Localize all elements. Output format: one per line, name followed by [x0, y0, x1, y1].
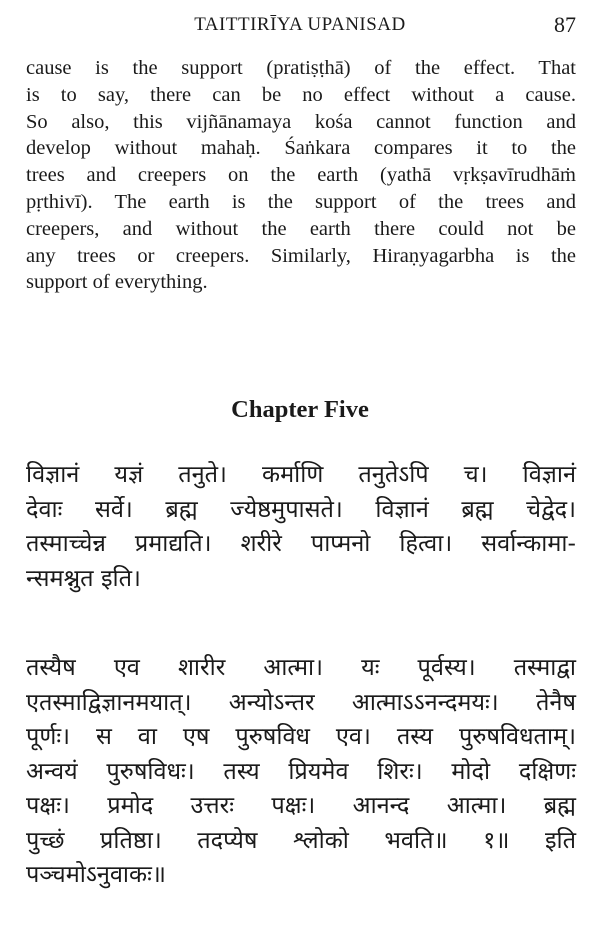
verse-line: विज्ञानं यज्ञं तनुते। कर्माणि तनुतेऽपि च। विज्ञानं — [26, 460, 576, 488]
commentary-paragraph — [26, 55, 576, 296]
verse-line: तस्यैष एव शारीर आत्मा। यः पूर्वस्य। तस्माद्वा — [26, 653, 576, 681]
commentary-line: cause is the support (pratiṣṭhā) of the effect. That — [26, 57, 576, 79]
commentary-line: develop without mahaḥ. Śaṅkara compares it to the — [26, 137, 576, 160]
verse-line: अन्वयं पुरुषविधः। तस्य प्रियमेव शिरः। मोदो दक्षिणः — [26, 756, 576, 785]
running-title: TAITTIRĪYA UPANISAD — [194, 14, 406, 35]
sanskrit-verse-2 — [26, 650, 576, 892]
commentary-line: support of everything. — [26, 271, 208, 294]
commentary-line: is to say, there can be no effect without a cause. — [26, 83, 576, 106]
commentary-line: pṛthivī). The earth is the support of the trees and — [26, 190, 576, 213]
verse-line: देवाः सर्वे। ब्रह्म ज्येष्ठमुपासते। विज्ञानं ब्रह्म चेद्वेद। — [26, 494, 576, 523]
commentary-line: trees and creepers on the earth (yathā vṛkṣavīrudhāṁ — [26, 164, 576, 187]
commentary-line: creepers, and without the earth there could not be — [26, 217, 576, 240]
commentary-line: any trees or creepers. Similarly, Hiraṇyagarbha is the — [26, 244, 576, 267]
sanskrit-verse-1 — [26, 457, 576, 595]
verse-line: पञ्चमोऽनुवाकः॥ — [26, 860, 166, 888]
verse-line: पूर्णः। स वा एष पुरुषविध एव। तस्य पुरुषविधताम्। — [26, 722, 576, 750]
verse-line: एतस्माद्विज्ञानमयात्। अन्योऽन्तर आत्माऽऽनन्दमयः। तेनैष — [26, 687, 576, 716]
running-header — [0, 12, 600, 42]
verse-line: पुच्छं प्रतिष्ठा। तदप्येष श्लोको भवति॥ १॥ इति — [26, 825, 576, 854]
verse-line: पक्षः। प्रमोद उत्तरः पक्षः। आनन्द आत्मा। ब्रह्म — [26, 791, 576, 819]
verse-line: तस्माच्चेन्न प्रमाद्यति। शरीरे पाप्मनो हित्वा। सर्वान्कामा- — [26, 529, 576, 557]
verse-line: न्समश्नुत इति। — [26, 563, 141, 592]
page-number: 87 — [554, 12, 576, 37]
commentary-line: So also, this vijñānamaya kośa cannot function and — [26, 110, 576, 133]
chapter-heading: Chapter Five — [231, 396, 369, 423]
